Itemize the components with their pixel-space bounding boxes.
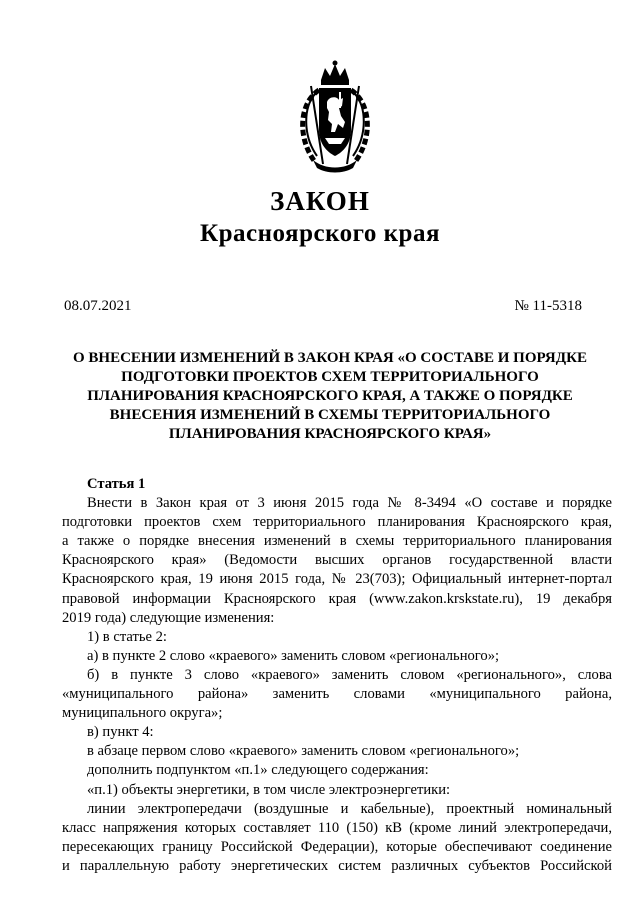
body-line: 1) в статье 2: [87, 628, 167, 645]
body-line: дополнить подпунктом «п.1» следующего содержания: [87, 762, 429, 779]
body-line: пересекающих границу Российской Федерации), которые обеспечивают соединение [62, 838, 612, 855]
heading-line: ПЛАНИРОВАНИЯ КРАСНОЯРСКОГО КРАЯ» [168, 426, 492, 442]
coat-of-arms-emblem [285, 58, 385, 178]
law-heading [70, 349, 590, 444]
body-line: класс напряжения которых составляет 110 (150) кВ (кроме линий электропередачи, [62, 819, 612, 836]
heading-line: ПЛАНИРОВАНИЯ КРАСНОЯРСКОГО КРАЯ, А ТАКЖЕ О ПОРЯДКЕ [87, 388, 573, 404]
law-title: ЗАКОН [270, 186, 370, 216]
body-line: линии электропередачи (воздушные и кабельные), проектный номинальный [87, 800, 612, 817]
body-line: «п.1) объекты энергетики, в том числе электроэнергетики: [87, 781, 451, 798]
body-line: в) пункт 4: [87, 724, 154, 741]
body-line: подготовки проектов схем территориального планирования Красноярского края, [62, 514, 612, 531]
body-line: б) в пункте 3 слово «краевого» заменить словом «регионального», слова [87, 666, 612, 683]
article-title: Статья 1 [87, 476, 146, 492]
heading-line: ВНЕСЕНИЯ ИЗМЕНЕНИЙ В СХЕМЫ ТЕРРИТОРИАЛЬНОГО [109, 407, 551, 423]
body-line: в абзаце первом слово «краевого» заменить словом «регионального»; [87, 743, 520, 760]
body-line: 2019 года) следующие изменения: [62, 609, 275, 626]
body-line: и параллельную работу энергетических систем различных субъектов Российской [62, 857, 612, 874]
body-line: а) в пункте 2 слово «краевого» заменить словом «регионального»; [87, 647, 500, 664]
body-line: муниципального округа»; [62, 705, 223, 722]
heading-line: ПОДГОТОВКИ ПРОЕКТОВ СХЕМ ТЕРРИТОРИАЛЬНОГО [121, 369, 539, 385]
body-line: а также о порядке внесения изменений в схемы территориального планирования [62, 533, 612, 550]
body-line: Красноярского края» (Ведомости высших органов государственной власти [62, 552, 612, 569]
body-line: правовой информации Красноярского края (www.zakon.krskstate.ru), 19 декабря [62, 590, 612, 607]
body-line: «муниципального района» заменить словами «муниципального района, [62, 686, 612, 703]
body-line: Внести в Закон края от 3 июня 2015 года № 8-3494 «О составе и порядке [87, 495, 612, 512]
law-number: № 11-5318 [514, 298, 582, 314]
law-body [62, 475, 612, 876]
heading-line: О ВНЕСЕНИИ ИЗМЕНЕНИЙ В ЗАКОН КРАЯ «О СОСТАВЕ И ПОРЯДКЕ [73, 350, 587, 366]
body-line: Красноярского края, 19 июня 2015 года, № 23(703); Официальный интернет-портал [62, 571, 612, 588]
law-subtitle: Красноярского края [200, 220, 440, 247]
law-date: 08.07.2021 [64, 298, 132, 314]
